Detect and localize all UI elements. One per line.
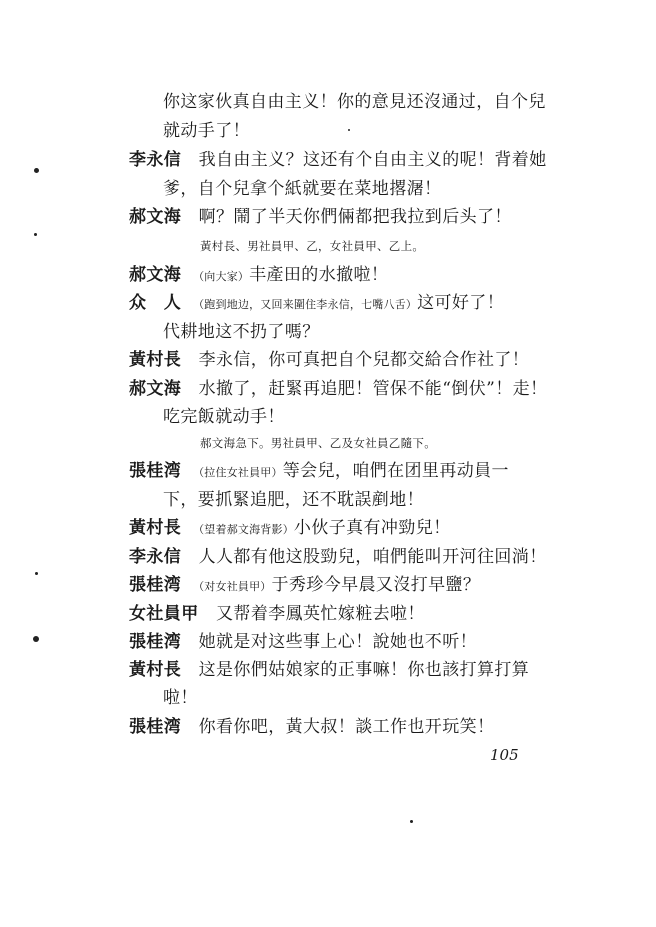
scan-speck — [35, 572, 38, 575]
speaker-name: 張桂湾 — [129, 632, 182, 652]
script-line — [163, 688, 198, 708]
stage-text: 黃村長、男社員甲、乙，女社員甲、乙上。 — [200, 239, 425, 253]
script-line — [129, 604, 425, 624]
speaker-name: 李永信 — [129, 150, 182, 170]
script-line — [129, 518, 451, 540]
script-line — [129, 660, 529, 680]
script-line — [163, 121, 250, 141]
stage-direction — [200, 239, 424, 253]
line-text: 丰產田的水撤啦！ — [249, 265, 389, 285]
script-line — [163, 490, 424, 510]
line-text: 这是你們姑娘家的正事嘛！你也該打算打算 — [198, 660, 530, 680]
script-line — [129, 575, 480, 597]
line-text: 又帮着李鳳英忙嫁粧去啦！ — [216, 604, 425, 624]
line-text: 小伙子真有冲勁兒！ — [293, 518, 451, 538]
page-number: 105 — [490, 746, 519, 764]
scan-speck — [34, 233, 37, 236]
scan-speck — [33, 636, 39, 642]
inline-direction: （对女社員甲） — [198, 580, 272, 593]
inline-direction: （向大家） — [198, 270, 250, 283]
script-line — [129, 547, 547, 567]
script-line — [129, 207, 512, 227]
script-line — [129, 265, 388, 287]
speaker-name: 李永信 — [129, 547, 182, 567]
speaker-name: 張桂湾 — [129, 717, 182, 737]
script-line — [129, 717, 494, 737]
line-text: 就动手了！ — [163, 121, 250, 141]
line-text: 啊？鬧了半天你們倆都把我拉到后头了！ — [198, 207, 512, 227]
script-line — [129, 150, 547, 170]
script-line — [163, 322, 320, 342]
inline-direction: （拉住女社員甲） — [198, 466, 283, 479]
speaker-name: 張桂湾 — [129, 461, 182, 481]
scan-speck — [34, 168, 39, 173]
inline-direction: （望着郝文海背影） — [198, 523, 294, 536]
speaker-name: 張桂湾 — [129, 575, 182, 595]
script-line — [163, 179, 441, 199]
line-text: 下，要抓緊追肥，还不耽誤剷地！ — [163, 490, 424, 510]
speaker-name: 黃村長 — [129, 660, 182, 680]
line-text: 她就是对这些事上心！說她也不听！ — [198, 632, 478, 652]
line-text: 爹，自个兒拿个紙就要在菜地撂潳！ — [163, 179, 442, 199]
script-line — [163, 407, 285, 427]
speaker-name: 郝文海 — [129, 207, 182, 227]
stage-direction — [200, 436, 436, 450]
inline-direction: （跑到地边，又回来圍住李永信，七嘴八舌） — [198, 298, 418, 311]
scan-speck — [410, 820, 413, 823]
scan-speck — [348, 129, 350, 131]
line-text: 这可好了！ — [417, 293, 505, 313]
line-text: 水撤了，赶緊再追肥！管保不能“倒伏”！走！ — [198, 379, 548, 399]
line-text: 吃完飯就动手！ — [163, 407, 285, 427]
line-text: 你这家伙真自由主义！你的意見还沒通过，自个兒 — [163, 92, 546, 112]
speaker-name: 郝文海 — [129, 265, 182, 285]
line-text: 代耕地这不扔了嗎？ — [163, 322, 320, 342]
speaker-name: 女社員甲 — [129, 604, 199, 624]
script-line — [129, 461, 509, 483]
line-text: 等会兒，咱們在团里再动員一 — [282, 461, 509, 481]
script-line — [129, 632, 477, 652]
line-text: 李永信，你可真把自个兒都交給合作社了！ — [198, 350, 530, 370]
speaker-name: 郝文海 — [129, 379, 182, 399]
line-text: 啦！ — [163, 688, 198, 708]
script-line — [129, 350, 529, 370]
script-line — [129, 379, 547, 399]
stage-text: 郝文海急下。男社員甲、乙及女社員乙隨下。 — [200, 436, 436, 450]
speaker-name: 黃村長 — [129, 518, 182, 538]
script-line — [129, 293, 504, 315]
line-text: 你看你吧，黃大叔！談工作也开玩笑！ — [198, 717, 495, 737]
line-text: 于秀珍今早晨又沒打早鹽？ — [271, 575, 481, 595]
speaker-name: 黃村長 — [129, 350, 182, 370]
line-text: 人人都有他这股勁兒，咱們能叫开河往回淌！ — [198, 547, 547, 567]
script-line — [163, 92, 546, 112]
speaker-name: 众 人 — [129, 293, 182, 313]
line-text: 我自由主义？这还有个自由主义的呢！背着她 — [198, 150, 547, 170]
